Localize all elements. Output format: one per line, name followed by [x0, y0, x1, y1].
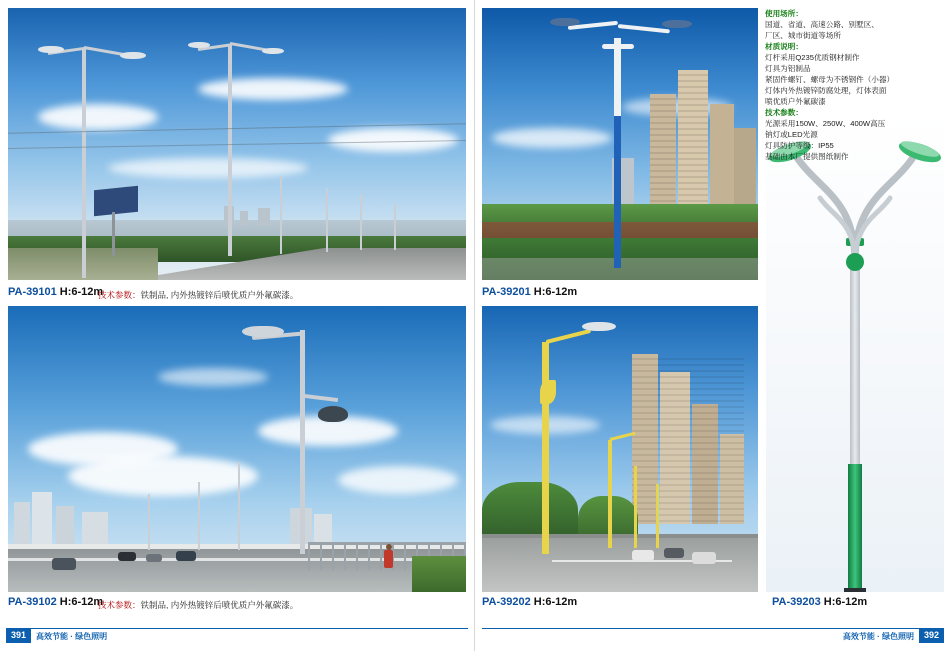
caption-code: PA-39202 — [482, 596, 531, 608]
footer-text-right: 高效节能 · 绿色照明 — [842, 631, 914, 641]
caption-code: PA-39102 — [8, 596, 57, 608]
spec-pa-39102 — [98, 599, 298, 611]
page-number-right: 392 — [919, 629, 944, 643]
tech-line: 光源采用150W、250W、400W高压 — [765, 119, 886, 128]
tech-line: 灯体内外热镀锌防腐处理，灯体表面 — [765, 86, 887, 95]
tech-line: 国道、省道、高速公路、别墅区、 — [765, 20, 879, 29]
photo-pa-39102 — [8, 306, 466, 592]
caption-pa-39203 — [772, 596, 867, 608]
caption-code: PA-39201 — [482, 286, 531, 298]
footer-right — [843, 629, 944, 643]
page-gutter — [474, 0, 475, 651]
tech-line: 紧固件螺钉、螺母为不锈钢件（小器） — [765, 75, 895, 84]
caption-code: PA-39101 — [8, 286, 57, 298]
tech-line: 基础由本厂提供图纸制作 — [765, 152, 849, 161]
tech-line: 灯杆采用Q235优质钢材制作 — [765, 53, 860, 62]
spec-text: 铁制品, 内外热镀锌后喷优质户外氟碳漆。 — [140, 290, 299, 300]
tech-heading-usage: 使用场所： — [765, 9, 803, 18]
photo-pa-39101 — [8, 8, 466, 280]
caption-size: H:6-12m — [533, 596, 578, 608]
footer-left — [6, 629, 107, 643]
photo-pa-39202 — [482, 306, 758, 592]
caption-pa-39201 — [482, 286, 577, 298]
tech-spec-block — [765, 8, 943, 162]
caption-pa-39102 — [8, 596, 103, 608]
page-number-left: 391 — [6, 629, 31, 643]
caption-size: H:6-12m — [823, 596, 868, 608]
spec-text: 铁制品, 内外热镀锌后喷优质户外氟碳漆。 — [140, 600, 299, 610]
photo-pa-39201 — [482, 8, 758, 280]
photo-pa-39203 — [766, 112, 944, 592]
tech-line: 喷优质户外氟碳漆 — [765, 97, 826, 106]
spec-label: 技术参数： — [98, 290, 141, 300]
footer-text-left: 高效节能 · 绿色照明 — [36, 631, 108, 641]
tech-line: 灯具为铝制品 — [765, 64, 811, 73]
caption-code: PA-39203 — [772, 596, 821, 608]
caption-size: H:6-12m — [533, 286, 578, 298]
caption-size: H:6-12m — [59, 286, 104, 298]
tech-heading-parameters: 技术参数： — [765, 108, 803, 117]
caption-size: H:6-12m — [59, 596, 104, 608]
tech-line: 灯具防护等级：IP55 — [765, 141, 834, 150]
caption-pa-39101 — [8, 286, 103, 298]
caption-pa-39202 — [482, 596, 577, 608]
spec-label: 技术参数： — [98, 600, 141, 610]
tech-heading-material: 材质说明： — [765, 42, 803, 51]
tech-line: 钠灯或LED光源 — [765, 130, 818, 139]
spec-pa-39101 — [98, 289, 298, 301]
tech-line: 厂区、城市街道等场所 — [765, 31, 841, 40]
